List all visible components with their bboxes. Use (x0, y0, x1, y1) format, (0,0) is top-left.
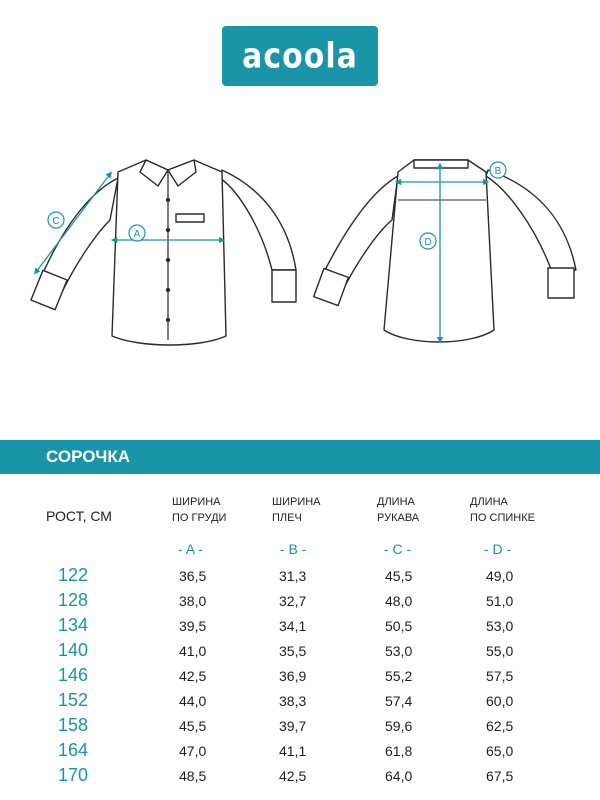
table-row (0, 715, 600, 740)
row-size: 134 (58, 615, 89, 635)
cell-chest: 48,5 (179, 768, 207, 784)
column-header-chest: ШИРИНА ПО ГРУДИ (172, 496, 227, 524)
column-header-shoulders: ШИРИНА ПЛЕЧ (272, 496, 321, 524)
cell-chest: 41,0 (179, 643, 207, 659)
cell-shoulders: 41,1 (279, 743, 307, 759)
cell-sleeve: 48,0 (385, 593, 413, 609)
cell-sleeve: 55,2 (385, 668, 413, 684)
cell-sleeve: 53,0 (385, 643, 413, 659)
cell-sleeve: 50,5 (385, 618, 413, 634)
column-header-sleeve: ДЛИНА РУКАВА (377, 496, 420, 524)
cell-sleeve: 45,5 (385, 568, 413, 584)
cell-shoulders: 36,9 (279, 668, 307, 684)
row-size: 128 (58, 590, 89, 610)
row-size: 146 (58, 665, 89, 685)
table-row (0, 615, 600, 640)
cell-sleeve: 61,8 (385, 743, 413, 759)
section-title: СОРОЧКА (46, 447, 131, 466)
cell-back-length: 57,5 (486, 668, 514, 684)
table-row (0, 590, 600, 615)
cell-back-length: 62,5 (486, 718, 514, 734)
label-c: C (52, 216, 60, 227)
cell-chest: 44,0 (179, 693, 207, 709)
cell-shoulders: 31,3 (279, 568, 307, 584)
column-code-c: - C - (384, 541, 412, 557)
table-row (0, 765, 600, 790)
cell-chest: 39,5 (179, 618, 207, 634)
row-size: 170 (58, 765, 89, 785)
table-row (0, 640, 600, 665)
height-header: РОСТ, СМ (46, 508, 112, 524)
cell-back-length: 53,0 (486, 618, 514, 634)
cell-chest: 45,5 (179, 718, 207, 734)
table-row (0, 740, 600, 765)
cell-shoulders: 34,1 (279, 618, 307, 634)
cell-sleeve: 57,4 (385, 693, 413, 709)
label-d: D (424, 237, 432, 248)
table-row (0, 565, 600, 590)
shirt-back-drawing (314, 160, 576, 342)
cell-shoulders: 42,5 (279, 768, 307, 784)
label-b: B (494, 166, 502, 177)
cell-chest: 47,0 (179, 743, 207, 759)
cell-shoulders: 32,7 (279, 593, 307, 609)
column-code-d: - D - (484, 541, 512, 557)
cell-shoulders: 39,7 (279, 718, 307, 734)
column-code-a: - A - (178, 541, 203, 557)
cell-back-length: 67,5 (486, 768, 514, 784)
column-header-back-length: ДЛИНА ПО СПИНКЕ (470, 496, 535, 524)
cell-sleeve: 59,6 (385, 718, 413, 734)
row-size: 164 (58, 740, 89, 760)
cell-shoulders: 38,3 (279, 693, 307, 709)
cell-sleeve: 64,0 (385, 768, 413, 784)
brand-logo (222, 26, 378, 86)
row-size: 122 (58, 565, 89, 585)
cell-back-length: 55,0 (486, 643, 514, 659)
brand-logo-text: acoola (242, 35, 358, 77)
section-header-band (0, 440, 600, 474)
label-a: A (133, 229, 141, 240)
cell-chest: 36,5 (179, 568, 207, 584)
row-size: 158 (58, 715, 89, 735)
cell-back-length: 60,0 (486, 693, 514, 709)
column-code-b: - B - (280, 541, 307, 557)
cell-chest: 42,5 (179, 668, 207, 684)
shirt-measurement-diagram (0, 140, 600, 360)
cell-back-length: 49,0 (486, 568, 514, 584)
cell-shoulders: 35,5 (279, 643, 307, 659)
row-size: 140 (58, 640, 89, 660)
shirt-front-drawing (31, 160, 296, 345)
row-size: 152 (58, 690, 89, 710)
cell-back-length: 51,0 (486, 593, 514, 609)
cell-back-length: 65,0 (486, 743, 514, 759)
cell-chest: 38,0 (179, 593, 207, 609)
table-row (0, 690, 600, 715)
table-row (0, 665, 600, 690)
